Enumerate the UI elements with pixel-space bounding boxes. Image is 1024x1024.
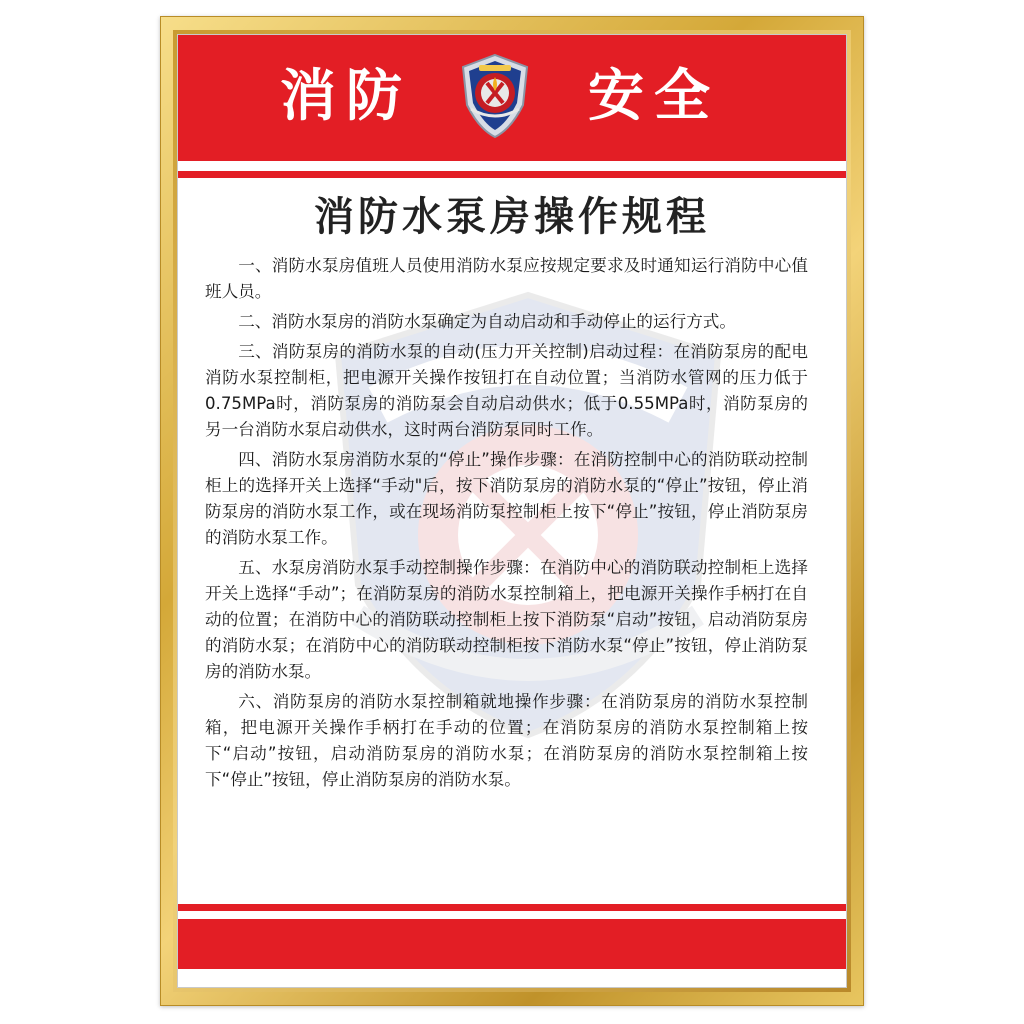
header-title-right: 安全 — [588, 64, 720, 129]
header-stripe — [178, 171, 846, 178]
footer-stripe — [178, 904, 846, 911]
paragraph-3: 三、消防泵房的消防水泵的自动(压力开关控制)启动过程：在消防泵房的配电消防水泵控制柜，把电源开关操作按钮打在自动位置；当消防水管网的压力低于0.75MPa时，消防泵房的消防泵会自动启动供水；低于0.55MPa时，消防泵房的另一台消防水泵启动供水，这时两台消防泵同时工作。 — [205, 342, 808, 439]
fire-rescue-emblem-icon — [459, 53, 531, 139]
paragraph-5: 五、水泵房消防水泵手动控制操作步骤：在消防中心的消防联动控制柜上选择开关上选择“手动”；在消防泵房的消防水泵控制箱上，把电源开关操作手柄打在自动的位置；在消防中心的消防联动控制柜上按下消防泵“启动”按钮，启动消防泵房的消防水泵；在消防中心的消防联动控制柜按下消防水泵“停止”按钮，停止消防泵房的消防水泵。 — [205, 558, 808, 681]
sign-board — [177, 34, 847, 988]
frame-inner-bevel — [173, 30, 851, 992]
paragraph-4: 四、消防水泵房消防水泵的“停止”操作步骤：在消防控制中心的消防联动控制柜上的选择开关上选择“手动"后，按下消防泵房的消防水泵的“停止”按钮，停止消防泵房的消防水泵工作，或在现场消防泵控制柜上按下“停止”按钮，停止消防泵房的消防水泵工作。 — [205, 450, 808, 547]
paragraph-1: 一、消防水泵房值班人员使用消防水泵应按规定要求及时通知运行消防中心值班人员。 — [205, 256, 808, 301]
gold-frame — [160, 16, 864, 1006]
page-title: 消防水泵房操作规程 — [314, 194, 710, 240]
regulation-content — [205, 253, 808, 797]
paragraph-2: 二、消防水泵房的消防水泵确定为自动启动和手动停止的运行方式。 — [238, 312, 736, 331]
header-banner — [178, 35, 846, 161]
footer-band — [178, 919, 846, 969]
header-title-left: 消防 — [280, 64, 412, 129]
paragraph-6: 六、消防泵房的消防水泵控制箱就地操作步骤：在消防泵房的消防水泵控制箱，把电源开关操作手柄打在手动的位置；在消防泵房的消防水泵控制箱上按下“启动”按钮，启动消防泵房的消防水泵；在消防泵房的消防水泵控制箱上按下“停止”按钮，停止消防泵房的消防水泵。 — [205, 692, 808, 789]
